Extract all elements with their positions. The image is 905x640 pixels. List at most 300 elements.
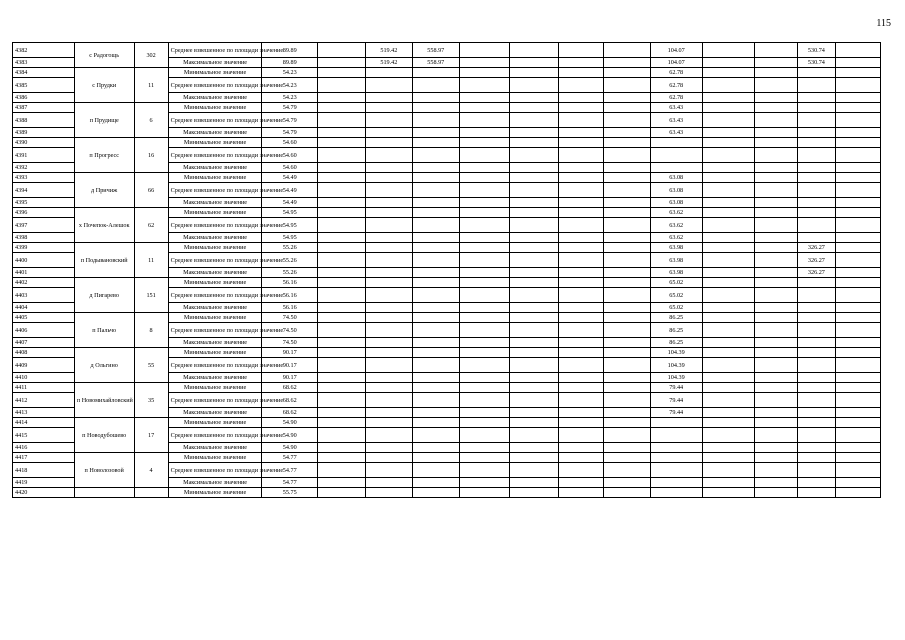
value-cell <box>797 113 835 128</box>
value-cell <box>317 103 365 113</box>
value-cell <box>836 148 881 163</box>
value-cell <box>558 463 603 478</box>
value-cell <box>755 488 798 498</box>
value-cell <box>650 138 702 148</box>
value-cell <box>558 453 603 463</box>
value-cell <box>558 253 603 268</box>
value-cell: 74.50 <box>262 313 317 323</box>
value-cell <box>558 78 603 93</box>
value-cell <box>459 268 509 278</box>
value-cell <box>412 243 459 253</box>
value-cell <box>365 288 412 303</box>
value-cell <box>836 303 881 313</box>
row-id-cell: 4401 <box>13 268 75 278</box>
value-cell <box>836 478 881 488</box>
value-cell <box>365 243 412 253</box>
value-cell: 56.16 <box>262 288 317 303</box>
value-cell <box>365 268 412 278</box>
value-cell <box>317 393 365 408</box>
value-cell: 86.25 <box>650 323 702 338</box>
value-cell <box>755 128 798 138</box>
value-cell: 104.07 <box>650 43 702 58</box>
value-cell <box>558 183 603 198</box>
value-cell <box>650 453 702 463</box>
value-cell <box>797 278 835 288</box>
value-cell <box>603 58 650 68</box>
value-cell <box>558 103 603 113</box>
value-cell <box>558 148 603 163</box>
value-type-cell: Максимальное значение <box>168 198 262 208</box>
value-cell <box>797 208 835 218</box>
value-cell: 86.25 <box>650 338 702 348</box>
value-type-cell: Максимальное значение <box>168 478 262 488</box>
value-cell <box>459 393 509 408</box>
value-cell <box>365 68 412 78</box>
population-cell: 35 <box>134 383 168 418</box>
value-cell <box>558 198 603 208</box>
value-cell <box>459 463 509 478</box>
value-cell: 54.60 <box>262 138 317 148</box>
value-cell: 54.79 <box>262 103 317 113</box>
value-cell: 89.89 <box>262 58 317 68</box>
table-row <box>13 68 881 78</box>
value-cell <box>459 128 509 138</box>
value-cell <box>603 393 650 408</box>
value-cell <box>797 383 835 393</box>
row-id-cell: 4405 <box>13 313 75 323</box>
value-cell <box>836 313 881 323</box>
value-cell <box>365 393 412 408</box>
value-cell: 86.25 <box>650 313 702 323</box>
value-cell <box>603 128 650 138</box>
value-cell <box>650 428 702 443</box>
value-cell <box>797 198 835 208</box>
value-type-cell: Среднее взвешенное по площади значение <box>168 288 262 303</box>
row-id-cell: 4383 <box>13 58 75 68</box>
value-cell <box>755 463 798 478</box>
table-row <box>13 488 881 498</box>
value-cell <box>836 208 881 218</box>
value-cell <box>755 78 798 93</box>
value-cell <box>558 93 603 103</box>
value-cell <box>558 68 603 78</box>
value-cell <box>836 268 881 278</box>
value-cell <box>317 208 365 218</box>
value-cell <box>509 183 558 198</box>
value-cell <box>412 453 459 463</box>
value-cell <box>558 113 603 128</box>
row-id-cell: 4418 <box>13 463 75 478</box>
value-cell: 55.26 <box>262 253 317 268</box>
value-cell <box>459 218 509 233</box>
value-cell: 558.97 <box>412 58 459 68</box>
value-cell <box>836 173 881 183</box>
value-cell: 104.39 <box>650 358 702 373</box>
value-cell <box>459 208 509 218</box>
value-cell <box>412 303 459 313</box>
value-cell <box>836 103 881 113</box>
value-cell <box>509 338 558 348</box>
value-cell <box>603 253 650 268</box>
value-type-cell: Максимальное значение <box>168 163 262 173</box>
value-cell <box>603 218 650 233</box>
value-cell <box>755 348 798 358</box>
value-cell <box>650 463 702 478</box>
value-cell: 68.62 <box>262 383 317 393</box>
row-id-cell: 4397 <box>13 218 75 233</box>
value-cell <box>365 303 412 313</box>
value-cell <box>365 408 412 418</box>
value-cell <box>459 443 509 453</box>
value-cell: 54.90 <box>262 418 317 428</box>
value-cell: 74.50 <box>262 338 317 348</box>
value-cell <box>558 323 603 338</box>
value-cell <box>603 453 650 463</box>
value-type-cell: Среднее взвешенное по площади значение <box>168 183 262 198</box>
row-id-cell: 4411 <box>13 383 75 393</box>
value-type-cell: Среднее взвешенное по площади значение <box>168 78 262 93</box>
value-type-cell: Минимальное значение <box>168 208 262 218</box>
value-cell: 65.02 <box>650 278 702 288</box>
value-cell <box>317 198 365 208</box>
value-cell <box>702 303 754 313</box>
value-cell <box>797 338 835 348</box>
value-cell: 79.44 <box>650 393 702 408</box>
value-cell <box>603 373 650 383</box>
value-cell <box>317 408 365 418</box>
value-cell <box>797 453 835 463</box>
value-cell <box>412 393 459 408</box>
value-cell <box>317 43 365 58</box>
value-cell <box>412 68 459 78</box>
value-cell <box>412 253 459 268</box>
value-cell <box>459 103 509 113</box>
table-row <box>13 208 881 218</box>
value-cell <box>365 233 412 243</box>
value-cell <box>702 183 754 198</box>
value-cell <box>755 453 798 463</box>
value-cell <box>797 478 835 488</box>
value-cell <box>836 443 881 453</box>
value-cell <box>459 78 509 93</box>
value-cell <box>558 313 603 323</box>
value-cell <box>702 138 754 148</box>
value-cell <box>755 288 798 303</box>
value-cell <box>558 218 603 233</box>
value-cell <box>702 428 754 443</box>
value-cell <box>755 198 798 208</box>
value-cell <box>317 288 365 303</box>
value-cell <box>459 68 509 78</box>
value-cell <box>317 93 365 103</box>
value-cell <box>755 323 798 338</box>
value-cell <box>702 408 754 418</box>
value-cell <box>365 148 412 163</box>
value-cell <box>365 418 412 428</box>
value-cell <box>702 348 754 358</box>
value-cell <box>365 183 412 198</box>
value-cell <box>797 303 835 313</box>
value-cell <box>797 218 835 233</box>
value-cell <box>459 113 509 128</box>
value-cell <box>509 443 558 453</box>
value-cell <box>365 383 412 393</box>
value-cell <box>365 443 412 453</box>
value-type-cell: Максимальное значение <box>168 443 262 453</box>
value-cell <box>702 313 754 323</box>
row-id-cell: 4391 <box>13 148 75 163</box>
value-cell: 54.23 <box>262 68 317 78</box>
value-cell: 63.98 <box>650 253 702 268</box>
table-row <box>13 418 881 428</box>
value-cell <box>836 113 881 128</box>
value-cell <box>797 78 835 93</box>
table-row <box>13 243 881 253</box>
value-cell <box>755 373 798 383</box>
value-cell: 63.62 <box>650 233 702 243</box>
value-cell <box>509 198 558 208</box>
value-cell <box>509 278 558 288</box>
value-cell <box>509 288 558 303</box>
value-cell <box>317 233 365 243</box>
row-id-cell: 4398 <box>13 233 75 243</box>
value-cell <box>755 478 798 488</box>
value-cell: 54.79 <box>262 113 317 128</box>
value-cell <box>459 93 509 103</box>
value-cell <box>317 463 365 478</box>
value-cell <box>755 138 798 148</box>
value-cell <box>702 198 754 208</box>
value-cell <box>836 393 881 408</box>
value-cell <box>459 198 509 208</box>
value-cell <box>702 338 754 348</box>
value-cell: 326.27 <box>797 268 835 278</box>
value-cell: 74.50 <box>262 323 317 338</box>
value-cell <box>509 303 558 313</box>
value-cell <box>755 268 798 278</box>
value-cell <box>603 338 650 348</box>
value-cell <box>412 383 459 393</box>
value-cell <box>412 358 459 373</box>
value-type-cell: Минимальное значение <box>168 173 262 183</box>
data-table <box>12 42 881 498</box>
row-id-cell: 4394 <box>13 183 75 198</box>
value-cell <box>603 233 650 243</box>
row-id-cell: 4410 <box>13 373 75 383</box>
value-cell <box>797 393 835 408</box>
value-cell <box>702 103 754 113</box>
value-cell: 54.79 <box>262 128 317 138</box>
value-cell <box>365 163 412 173</box>
value-cell <box>317 488 365 498</box>
value-cell: 56.16 <box>262 303 317 313</box>
value-cell <box>459 488 509 498</box>
value-cell <box>755 278 798 288</box>
population-cell: 17 <box>134 418 168 453</box>
value-cell <box>702 93 754 103</box>
value-type-cell: Минимальное значение <box>168 68 262 78</box>
value-cell <box>836 183 881 198</box>
value-cell <box>797 103 835 113</box>
value-cell <box>509 348 558 358</box>
value-cell <box>509 163 558 173</box>
settlement-name-cell: х Почепок-Алешок <box>74 208 134 243</box>
value-cell <box>509 313 558 323</box>
row-id-cell: 4390 <box>13 138 75 148</box>
value-cell <box>365 278 412 288</box>
value-cell <box>755 243 798 253</box>
value-cell <box>603 303 650 313</box>
value-cell <box>459 183 509 198</box>
value-cell <box>509 453 558 463</box>
value-cell <box>836 68 881 78</box>
value-type-cell: Среднее взвешенное по площади значение <box>168 43 262 58</box>
value-cell <box>558 43 603 58</box>
value-cell <box>412 93 459 103</box>
value-cell <box>836 253 881 268</box>
value-cell <box>755 428 798 443</box>
value-cell <box>558 348 603 358</box>
value-cell <box>365 463 412 478</box>
value-type-cell: Среднее взвешенное по площади значение <box>168 253 262 268</box>
value-cell <box>797 313 835 323</box>
value-cell <box>412 338 459 348</box>
row-id-cell: 4419 <box>13 478 75 488</box>
value-type-cell: Максимальное значение <box>168 93 262 103</box>
value-cell <box>836 233 881 243</box>
value-cell <box>365 478 412 488</box>
value-cell <box>702 128 754 138</box>
value-cell <box>603 243 650 253</box>
value-cell <box>558 383 603 393</box>
value-type-cell: Среднее взвешенное по площади значение <box>168 113 262 128</box>
value-type-cell: Среднее взвешенное по площади значение <box>168 148 262 163</box>
value-cell <box>603 173 650 183</box>
value-type-cell: Среднее взвешенное по площади значение <box>168 218 262 233</box>
value-cell <box>650 148 702 163</box>
row-id-cell: 4395 <box>13 198 75 208</box>
value-cell <box>603 428 650 443</box>
value-cell <box>509 358 558 373</box>
population-cell: 4 <box>134 453 168 488</box>
row-id-cell: 4388 <box>13 113 75 128</box>
value-cell <box>603 78 650 93</box>
row-id-cell: 4403 <box>13 288 75 303</box>
value-cell <box>603 68 650 78</box>
value-cell <box>603 463 650 478</box>
value-cell <box>836 128 881 138</box>
settlement-name-cell: д Причиж <box>74 173 134 208</box>
table-row <box>13 453 881 463</box>
value-cell <box>650 478 702 488</box>
value-cell: 55.75 <box>262 488 317 498</box>
value-cell <box>558 278 603 288</box>
value-cell <box>836 218 881 233</box>
value-cell <box>603 278 650 288</box>
settlement-name-cell: п Подывановский <box>74 243 134 278</box>
value-cell <box>509 488 558 498</box>
value-cell: 54.77 <box>262 478 317 488</box>
value-cell <box>317 303 365 313</box>
value-cell <box>650 488 702 498</box>
value-cell: 63.43 <box>650 113 702 128</box>
value-cell: 54.90 <box>262 443 317 453</box>
row-id-cell: 4386 <box>13 93 75 103</box>
row-id-cell: 4402 <box>13 278 75 288</box>
settlement-name-cell: д Ольгино <box>74 348 134 383</box>
value-cell <box>509 103 558 113</box>
value-cell <box>702 58 754 68</box>
settlement-name-cell: с Прудки <box>74 68 134 103</box>
value-cell <box>412 198 459 208</box>
value-cell <box>755 443 798 453</box>
value-cell: 54.77 <box>262 453 317 463</box>
value-cell: 54.23 <box>262 78 317 93</box>
value-cell <box>365 358 412 373</box>
value-cell <box>603 43 650 58</box>
value-cell <box>412 233 459 243</box>
value-type-cell: Минимальное значение <box>168 383 262 393</box>
value-cell <box>365 173 412 183</box>
value-cell <box>558 418 603 428</box>
value-cell <box>797 183 835 198</box>
row-id-cell: 4399 <box>13 243 75 253</box>
value-cell <box>365 138 412 148</box>
settlement-name-cell: п Прогресс <box>74 138 134 173</box>
value-cell <box>317 428 365 443</box>
value-cell: 90.17 <box>262 348 317 358</box>
value-cell <box>702 453 754 463</box>
value-cell <box>603 163 650 173</box>
value-cell: 54.90 <box>262 428 317 443</box>
value-cell <box>509 463 558 478</box>
value-cell <box>702 443 754 453</box>
value-cell <box>412 208 459 218</box>
value-cell <box>797 138 835 148</box>
table-row <box>13 138 881 148</box>
row-id-cell: 4382 <box>13 43 75 58</box>
value-cell <box>509 478 558 488</box>
value-cell: 54.49 <box>262 198 317 208</box>
value-cell <box>836 408 881 418</box>
value-cell <box>459 58 509 68</box>
value-cell <box>459 478 509 488</box>
value-cell <box>797 68 835 78</box>
settlement-name-cell: д Пигарево <box>74 278 134 313</box>
value-cell: 62.78 <box>650 78 702 93</box>
value-cell <box>459 453 509 463</box>
value-cell <box>459 243 509 253</box>
value-type-cell: Среднее взвешенное по площади значение <box>168 393 262 408</box>
value-cell <box>797 163 835 173</box>
value-cell <box>317 68 365 78</box>
value-cell <box>702 478 754 488</box>
value-cell <box>459 323 509 338</box>
value-cell <box>650 418 702 428</box>
population-cell: 62 <box>134 208 168 243</box>
value-cell <box>797 173 835 183</box>
value-cell <box>558 208 603 218</box>
row-id-cell: 4420 <box>13 488 75 498</box>
value-cell <box>702 208 754 218</box>
row-id-cell: 4416 <box>13 443 75 453</box>
value-cell <box>702 488 754 498</box>
value-cell <box>365 218 412 233</box>
value-cell <box>836 418 881 428</box>
value-cell <box>509 408 558 418</box>
value-cell <box>836 323 881 338</box>
value-cell: 79.44 <box>650 383 702 393</box>
